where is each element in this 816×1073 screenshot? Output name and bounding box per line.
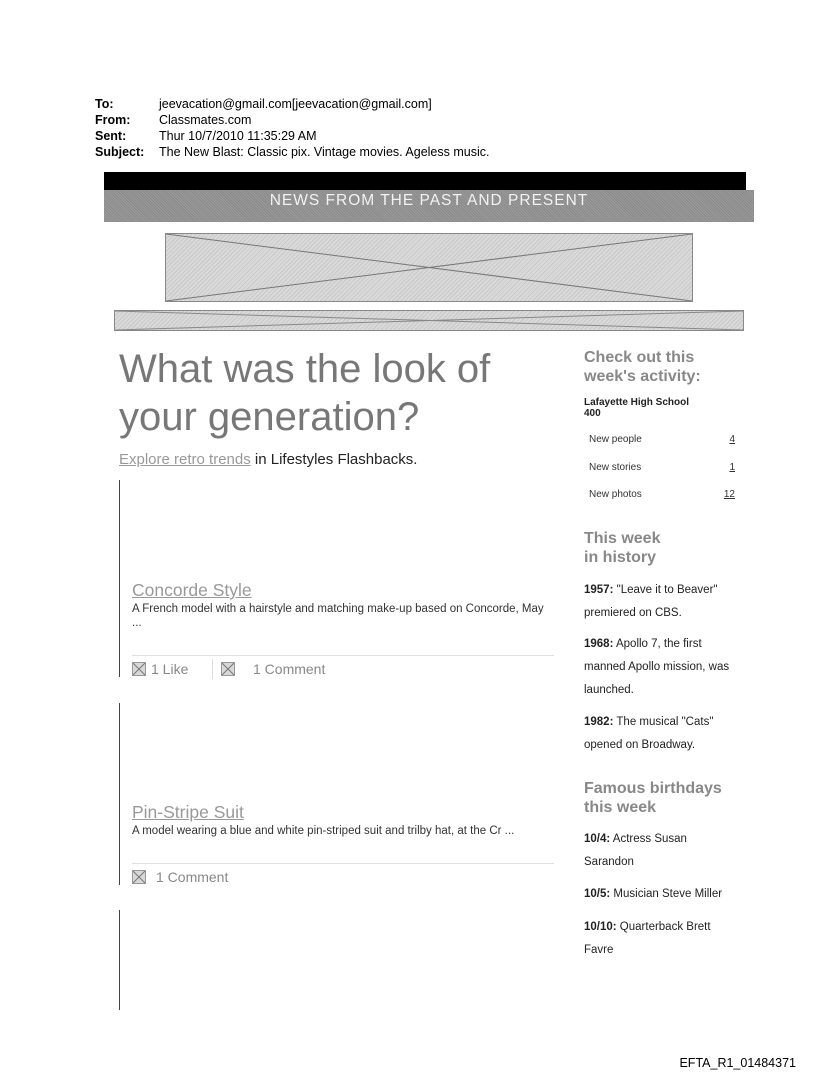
birthday-item (584, 883, 754, 906)
activity-label: New people (589, 434, 642, 445)
action-divider (212, 659, 213, 679)
activity-row-new-photos[interactable] (589, 489, 735, 500)
birthday-text: Musician Steve Miller (610, 888, 723, 900)
history-year: 1968: (584, 638, 614, 650)
activity-count[interactable]: 4 (729, 434, 735, 445)
like-button[interactable] (132, 661, 188, 677)
subject-label: Subject: (95, 145, 145, 159)
subject-row (95, 144, 489, 160)
comment-button[interactable] (132, 869, 228, 885)
activity-row-new-stories[interactable] (589, 462, 735, 473)
from-label: From: (95, 113, 131, 127)
activity-row-new-people[interactable] (589, 434, 735, 445)
history-text: The musical "Cats" opened on Broadway. (584, 716, 714, 751)
card-description: A French model with a hairstyle and matching make-up based on Concorde, May ... (132, 603, 544, 629)
like-count: 1 Like (151, 661, 189, 677)
explore-rest-text: in Lifestyles Flashbacks. (250, 451, 418, 468)
like-icon (132, 662, 146, 676)
to-value: jeevacation@gmail.com[jeevacation@gmail.com] (159, 97, 432, 111)
history-heading-line-1: This week (584, 530, 661, 547)
school-name[interactable]: Lafayette High School (584, 397, 690, 408)
card-image-border (119, 480, 120, 677)
broken-image-icon (115, 311, 743, 330)
card-separator (132, 863, 554, 864)
comment-button[interactable] (221, 661, 325, 677)
broken-image-icon (166, 234, 692, 301)
card-title-concorde-style[interactable]: Concorde Style (132, 580, 252, 600)
birthday-item (584, 916, 734, 962)
birthday-item (584, 828, 724, 874)
history-item (584, 633, 744, 702)
sent-value: Thur 10/7/2010 11:35:29 AM (159, 129, 317, 143)
subject-value: The New Blast: Classic pix. Vintage movies. Ageless music. (159, 145, 490, 159)
explore-retro-trends-link[interactable]: Explore retro trends (119, 451, 251, 468)
activity-count[interactable]: 12 (723, 489, 735, 500)
card-description: A model wearing a blue and white pin-striped suit and trilby hat, at the Cr ... (132, 825, 515, 837)
explore-line (119, 451, 417, 468)
banner-bar (104, 190, 754, 222)
history-heading-line-2: in history (584, 549, 657, 566)
page-title: What was the look of your generation? (119, 347, 491, 439)
history-text: "Leave it to Beaver" premiered on CBS. (584, 584, 718, 619)
divider-image-placeholder (114, 310, 744, 331)
banner-black-bar (104, 172, 746, 192)
to-row (95, 96, 489, 112)
card-image-border (119, 910, 120, 1010)
comment-count: 1 Comment (253, 661, 326, 677)
card-image-border (119, 703, 120, 885)
banner-text: NEWS FROM THE PAST AND PRESENT (269, 192, 589, 209)
header-image-placeholder (165, 233, 693, 302)
history-year: 1957: (584, 584, 614, 596)
sent-label: Sent: (95, 129, 127, 143)
card-title-pin-stripe-suit[interactable]: Pin-Stripe Suit (132, 802, 244, 822)
history-item (584, 579, 744, 625)
birthday-date: 10/4: (584, 833, 611, 845)
card-separator (132, 655, 554, 656)
birthdays-heading-line-1: Famous birthdays (584, 780, 722, 797)
history-heading (584, 529, 660, 567)
from-value: Classmates.com (159, 113, 252, 127)
birthday-date: 10/10: (584, 921, 617, 933)
sent-row (95, 128, 489, 144)
activity-label: New photos (589, 489, 642, 500)
comment-icon (221, 662, 235, 676)
birthdays-heading (584, 779, 722, 817)
activity-heading: Check out this week's activity: (584, 349, 701, 385)
school-year: 400 (584, 408, 601, 419)
history-year: 1982: (584, 716, 614, 728)
birthday-date: 10/5: (584, 888, 611, 900)
birthdays-heading-line-2: this week (584, 799, 657, 816)
from-row (95, 112, 489, 128)
history-text: Apollo 7, the first manned Apollo mission, was launched. (584, 638, 730, 696)
activity-count[interactable]: 1 (729, 462, 735, 473)
comment-count: 1 Comment (156, 869, 229, 885)
email-header (95, 96, 489, 160)
birthday-text: Quarterback Brett Favre (584, 921, 711, 956)
comment-icon (132, 870, 146, 884)
to-label: To: (95, 97, 114, 111)
document-id: EFTA_R1_01484371 (679, 1056, 796, 1070)
history-item (584, 711, 744, 757)
activity-label: New stories (589, 462, 642, 473)
birthday-text: Actress Susan Sarandon (584, 833, 687, 868)
